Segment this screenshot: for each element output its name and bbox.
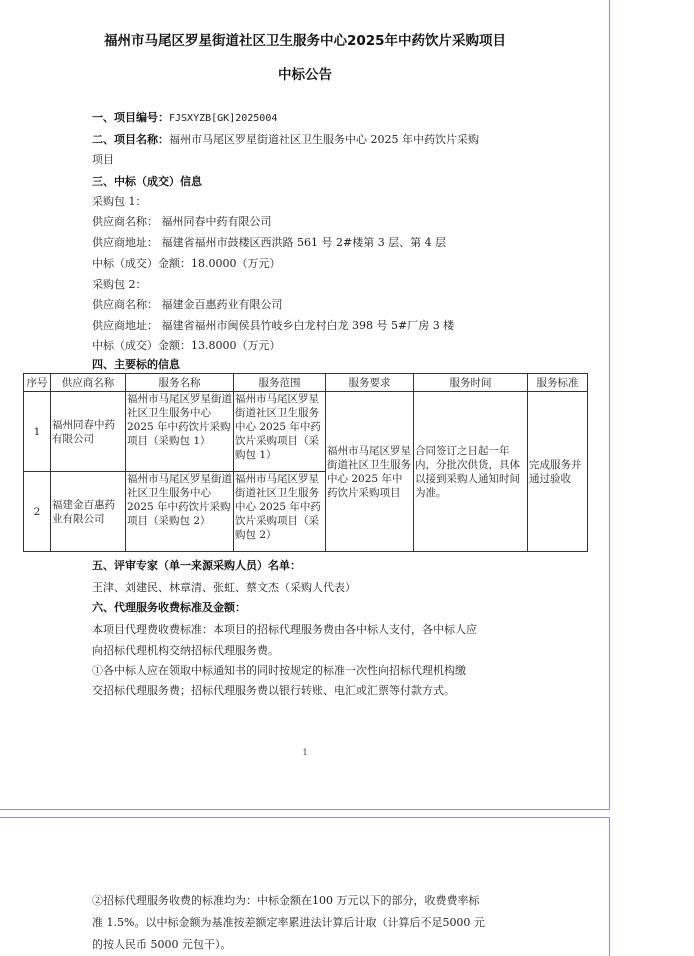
package-2-address: 供应商地址： 福建省福州市闽侯县竹岐乡白龙村白龙 398 号 5#厂房 3 楼: [92, 319, 455, 332]
fee-paragraph-1b: 向招标代理机构交纳招标代理服务费。: [92, 644, 279, 657]
row-time: 合同签订之日起一年内，分批次供货，具体以接到采购人通知时间为准。: [414, 392, 528, 552]
main-subject-heading: 四、主要标的信息: [92, 358, 180, 371]
fee-paragraph-1a: 本项目代理费收费标准：本项目的招标代理服务费由各中标人支付，各中标人应: [92, 623, 477, 636]
row-no: 2: [24, 472, 51, 552]
document-subtitle: 中标公告: [278, 67, 332, 83]
project-name-value: 福州市马尾区罗星街道社区卫生服务中心 2025 年中药饮片采购: [169, 133, 479, 146]
subject-table: [23, 373, 588, 552]
package-1-supplier: 供应商名称： 福州同春中药有限公司: [92, 215, 272, 228]
fee-paragraph-3b: 准 1.5%。以中标金额为基准按差额定率累进法计算后计取（计算后不足5000 元: [92, 916, 485, 929]
row-scope: 福州市马尾区罗星街道社区卫生服务中心 2025 年中药饮片采购项目（采购包 1）: [234, 392, 326, 472]
experts-heading: 五、评审专家（单一来源采购人员）名单：: [92, 559, 301, 572]
row-service-name: 福州市马尾区罗星街道社区卫生服务中心 2025 年中药饮片采购项目（采购包 2）: [126, 472, 234, 552]
row-supplier: 福州同春中药有限公司: [51, 392, 126, 472]
award-info-heading: 三、中标（成交）信息: [92, 175, 202, 188]
package-2-label: 采购包 2：: [92, 278, 147, 291]
package-1-amount: 中标（成交）金额：18.0000（万元）: [92, 257, 281, 270]
fee-paragraph-3a: ②招标代理服务收费的标准均为：中标金额在100 万元以下的部分，收费费率标: [92, 894, 480, 907]
header-standard: 服务标准: [528, 374, 588, 392]
project-number-heading: 一、项目编号：: [92, 111, 169, 124]
table-header-row: [24, 374, 588, 392]
package-1-address: 供应商地址： 福建省福州市鼓楼区西洪路 561 号 2#楼第 3 层、第 4 层: [92, 236, 447, 249]
document-page-2: [0, 817, 610, 956]
row-standard: 完成服务并通过验收: [528, 392, 588, 552]
page-number: 1: [302, 748, 308, 757]
fee-paragraph-2a: ①各中标人应在领取中标通知书的同时按规定的标准一次性向招标代理机构缴: [92, 664, 466, 677]
fee-paragraph-3c: 的按人民币 5000 元包干）。: [92, 938, 232, 951]
fee-paragraph-2b: 交招标代理服务费；招标代理服务费以银行转账、电汇或汇票等付款方式。: [92, 684, 455, 697]
row-no: 1: [24, 392, 51, 472]
project-name-heading: 二、项目名称：: [92, 133, 169, 146]
document-title: 福州市马尾区罗星街道社区卫生服务中心2025年中药饮片采购项目: [103, 33, 507, 49]
row-service-name: 福州市马尾区罗星街道社区卫生服务中心 2025 年中药饮片采购项目（采购包 1）: [126, 392, 234, 472]
package-2-supplier: 供应商名称： 福建金百惠药业有限公司: [92, 298, 283, 311]
row-supplier: 福建金百惠药业有限公司: [51, 472, 126, 552]
experts-list: 王津、刘建民、林章清、张虹、蔡文杰（采购人代表）: [92, 581, 356, 594]
project-number-value: FJSXYZB[GK]2025004: [169, 113, 278, 124]
project-name-line: [92, 130, 479, 150]
row-scope: 福州市马尾区罗星街道社区卫生服务中心 2025 年中药饮片采购项目（采购包 2）: [234, 472, 326, 552]
header-time: 服务时间: [414, 374, 528, 392]
header-requirement: 服务要求: [326, 374, 414, 392]
package-1-label: 采购包 1：: [92, 195, 147, 208]
header-scope: 服务范围: [234, 374, 326, 392]
fee-heading: 六、代理服务收费标准及金额：: [92, 601, 246, 614]
project-name-continuation: 项目: [92, 153, 114, 166]
table-row: [24, 392, 588, 472]
header-service-name: 服务名称: [126, 374, 234, 392]
header-supplier: 供应商名称: [51, 374, 126, 392]
project-number-line: [92, 108, 277, 129]
header-no: 序号: [24, 374, 51, 392]
row-requirement: 福州市马尾区罗星街道社区卫生服务中心 2025 年中药饮片采购项目: [326, 392, 414, 552]
package-2-amount: 中标（成交）金额：13.8000（万元）: [92, 339, 281, 352]
